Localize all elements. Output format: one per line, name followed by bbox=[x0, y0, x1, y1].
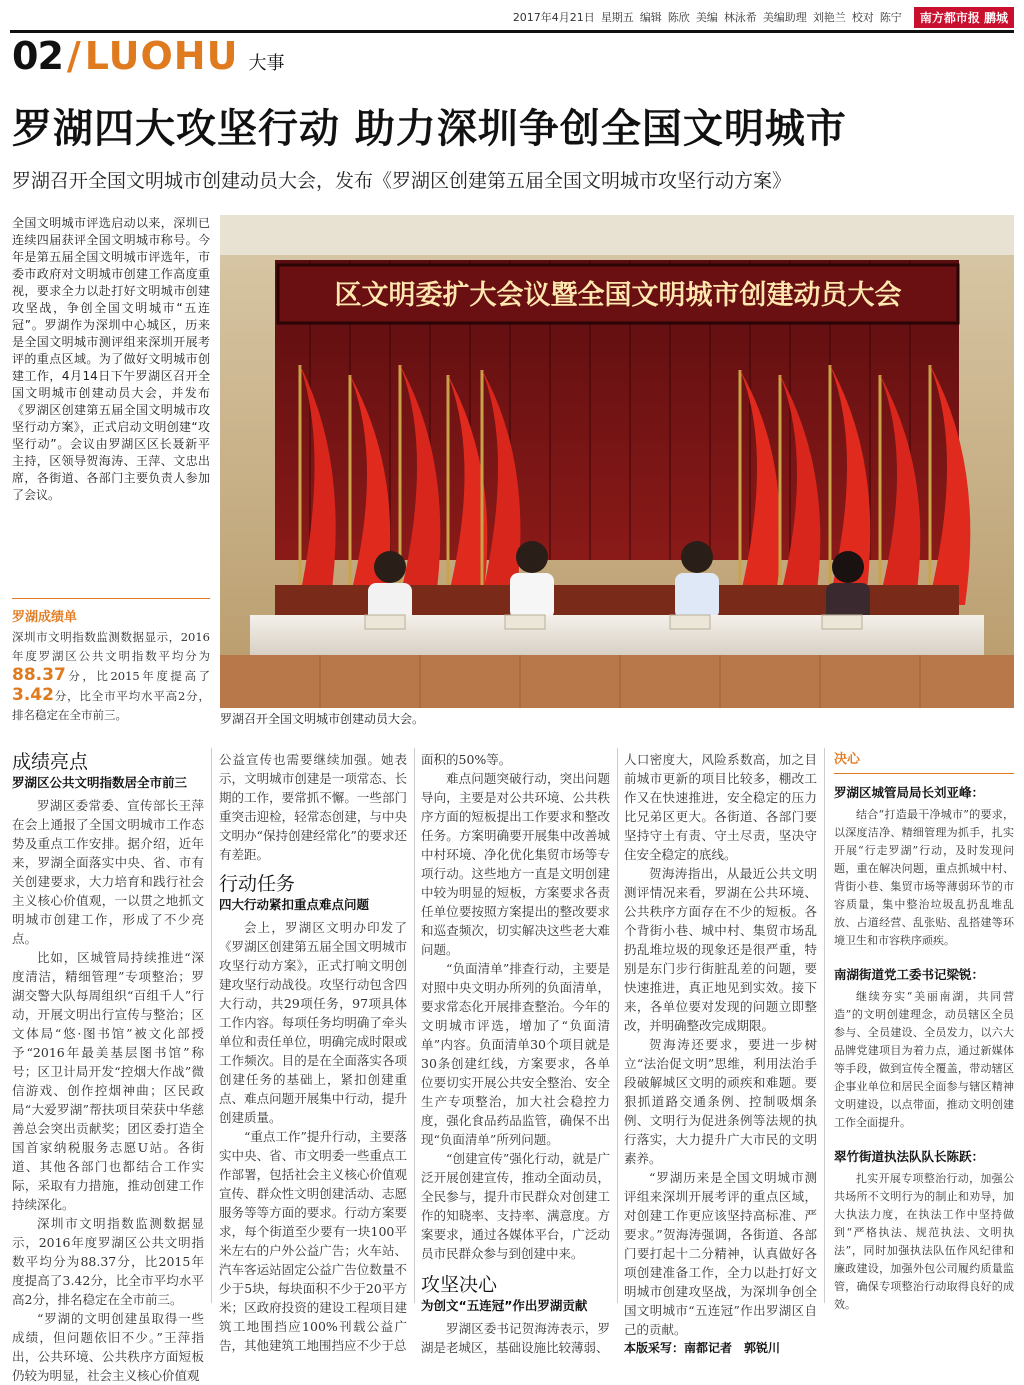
header-rule bbox=[10, 30, 1014, 33]
head-table bbox=[250, 615, 984, 655]
body-paragraph: “负面清单”排查行动，主要是对照中央文明办所列的负面清单，要求常态化开展排查整治。今年的文明城市评选，增加了“负面清单”内容。负面清单30个项目就是30条创建红线，方案要求，各单位要切实开展公共安全整治、安全生产专项整治，加大社会稳控力度，强化食品药品监管，确保不出现“负面清单”所列问题。 bbox=[421, 961, 610, 1147]
body-paragraph: 贺海涛指出，从最近公共文明测评情况来看，罗湖在公共环境、公共秩序方面存在不少的短板。各个背街小巷、城中村、集贸市场乱扔乱堆垃圾的现象还是很严重，特别是东门步行街脏乱差的问题，要快速推进，真正地见到实效。接下来，各单位要对发现的问题立即整改，并明确整改完成期限。 bbox=[624, 866, 817, 1033]
headline: 罗湖四大攻坚行动 助力深圳争创全国文明城市 bbox=[12, 106, 847, 152]
body-paragraph: 公益宣传也需要继续加强。她表示，文明城市创建是一项常态、长期的工作，要常抓不懈。一些部门重突击迎检，轻常态创建，与中央文明办“保持创建经常化”的要求还有差距。 bbox=[219, 752, 407, 862]
editor-name: 陈欣 bbox=[667, 11, 690, 24]
achievement-score: 88.37 bbox=[12, 665, 66, 685]
lead-divider bbox=[12, 598, 210, 599]
subheadline: 罗湖召开全国文明城市创建动员大会，发布《罗湖区创建第五届全国文明城市攻坚行动方案》 bbox=[12, 170, 792, 192]
section-subtitle-highlights: 罗湖区公共文明指数居全市前三 bbox=[12, 775, 188, 790]
achievement-text-1: 深圳市文明指数监测数据显示，2016年度罗湖区公共文明指数平均分为 bbox=[12, 630, 210, 663]
design-assistant-name: 刘艳兰 bbox=[812, 11, 846, 24]
proofreader-label: 校对 bbox=[851, 11, 874, 24]
body-paragraph: “重点工作”提升行动，主要落实中央、省、市文明委一些重点工作部署，包括社会主义核心价值观宣传、群众性文明创建活动、志愿服务等等方面的要求。行动方案要求，每个街道至少要有一块100平米左右的户外公益广告；火车站、汽车客运站固定公益广告位数量不少于5块，每块面积不少于20平方米；区政府投资的建设工程项目建筑工地围挡应100%刊载公益广告，其他建筑工地围挡应不少于总 bbox=[219, 1129, 407, 1353]
column-rule-1 bbox=[211, 748, 212, 1303]
quote-speaker: 罗湖区城管局局长刘亚峰： bbox=[834, 785, 985, 800]
meeting-photo-illustration bbox=[220, 215, 1014, 708]
body-paragraph: “创建宣传”强化行动，就是广泛开展创建宣传，推动全面动员，全民参与，提升市民群众对创建工作的知晓率、支持率、满意度。方案要求，通过各媒体平台，广泛动员市民群众参与到创建中来。 bbox=[421, 1151, 610, 1261]
column-rule-2 bbox=[414, 748, 415, 1303]
section-subtitle-actions: 四大行动紧扣重点难点问题 bbox=[219, 897, 370, 912]
body-paragraph: 会上，罗湖区文明办印发了《罗湖区创建第五届全国文明城市攻坚行动方案》，正式打响文明创建攻坚行动战役。攻坚行动包含四大行动，共29项任务，97项具体工作内容。每项任务均明确了牵头单位和责任单位，明确完成时限或工作频次。目的是在全面落实各项创建任务的基础上，紧扣创建重点、难点问题开展集中行动，提升创建质量。 bbox=[219, 920, 407, 1125]
photo-caption: 罗湖召开全国文明城市创建动员大会。 bbox=[220, 712, 425, 726]
lead-paragraph: 全国文明城市评选启动以来，深圳已连续四届获评全国文明城市称号。今年是第五届全国文明城市评选年，市委市政府对文明城市创建工作高度重视，要求全力以赴打好文明城市创建攻坚战，争创全国文明城市“五连冠”。罗湖作为深圳中心城区，历来是全国文明城市测评组来深圳开展考评的重点区域。为了做好文明城市创建工作，4月14日下午罗湖区召开全国文明城市创建动员大会，并发布《罗湖区创建第五届全国文明城市攻坚行动方案》，正式启动文明创建“攻坚行动”。会议由罗湖区区长聂新平主持，区领导贺海涛、王萍、文忠出席，各街道、各部门主要负责人参加了会议。 bbox=[12, 216, 210, 502]
achievement-text-2: 分，比2015年度提高了 bbox=[65, 669, 210, 683]
design-assistant-label: 美编助理 bbox=[762, 11, 807, 24]
meeting-photo bbox=[220, 215, 1014, 708]
achievement-box bbox=[12, 628, 210, 725]
editor-label: 编辑 bbox=[639, 11, 662, 24]
issue-weekday: 星期五 bbox=[600, 11, 634, 24]
quote-text: 结合“打造最干净城市”的要求，以深度洁净、精细管理为抓手，扎实开展“行走罗湖”行动，及时发现问题，重在解决问题，重点抓城中村、背街小巷、集贸市场等薄弱环节的市容质量，集中整治垃圾乱扔乱堆乱放、占道经营、乱张贴、乱搭建等环境卫生和市容秩序顽疾。 bbox=[834, 808, 1014, 947]
column-3 bbox=[421, 750, 610, 1357]
quote-text: 继续夯实“美丽南湖，共同营造”的文明创建理念，动员辖区全员参与、全员建设、全员发力，以六大品牌党建项目为着力点，通过新媒体等手段，做到宣传全覆盖，带动辖区企事业单位和居民全面参与辖区精神文明建设，以点带面，推动文明创建工作全面提升。 bbox=[834, 990, 1014, 1129]
body-paragraph: 难点问题突破行动，突出问题导向，主要是对公共环境、公共秩序方面的短板提出工作要求和整改任务。方案明确要开展集中改善城中村环境、净化优化集贸市场等专项行动。这些地方一直是文明创建中较为明显的短板，方案要求各责任单位要按照方案提出的整改要求和巡查频次，切实解决这些老大难问题。 bbox=[421, 771, 610, 957]
stage-front bbox=[220, 655, 1014, 708]
sidebar-quotes bbox=[834, 748, 1014, 1330]
newspaper-logo: 南方都市报 鹏城 bbox=[914, 7, 1014, 28]
column-4 bbox=[624, 750, 817, 1358]
section-title-highlights: 成绩亮点 bbox=[12, 751, 89, 773]
masthead bbox=[12, 34, 284, 78]
body-paragraph: 贺海涛还要求，要进一步树立“法治促文明”思维，利用法治手段破解城区文明的顽疾和难题。要狠抓道路交通条例、控制吸烟条例、文明行为促进条例等法规的执行落实，大力提升广大市民的文明素养。 bbox=[624, 1037, 817, 1166]
achievement-title: 罗湖成绩单 bbox=[12, 610, 78, 625]
achievement-increase: 3.42 bbox=[12, 685, 54, 705]
body-paragraph: 面积的50%等。 bbox=[421, 752, 512, 767]
masthead-slash: / bbox=[66, 34, 81, 78]
issue-meta bbox=[490, 6, 1014, 28]
quote-text: 扎实开展专项整治行动，加强公共场所不文明行为的制止和劝导，加大执法力度，在执法工作中坚持做到“严格执法、规范执法、文明执法”，同时加强执法队伍作风纪律和廉政建设，加强外包公司履约质量监管，确保专项整治行动取得良好的成效。 bbox=[834, 1172, 1014, 1311]
section-label: 大事 bbox=[248, 53, 285, 74]
body-paragraph: 罗湖区委书记贺海涛表示，罗湖是老城区，基础设施比较薄弱、 bbox=[421, 1321, 610, 1355]
byline: 本版采写：南都记者 郭锐川 bbox=[624, 1341, 781, 1355]
section-subtitle-determination: 为创文“五连冠”作出罗湖贡献 bbox=[421, 1298, 588, 1313]
body-paragraph: 罗湖区委常委、宣传部长王萍在会上通报了全国文明城市工作态势及重点工作安排。据介绍，近年来，罗湖全面落实中央、省、市有关创建要求，大力培育和践行社会主义核心价值观，一以贯之地抓文明城市创建工作，形成了不少亮点。 bbox=[12, 798, 204, 946]
proofreader-name: 陈宁 bbox=[879, 11, 902, 24]
sidebar-title: 决心 bbox=[834, 748, 1014, 774]
section-title-determination: 攻坚决心 bbox=[421, 1274, 498, 1296]
body-paragraph: 人口密度大，风险系数高，加之目前城市更新的项目比较多，棚改工作又在快速推进，安全稳定的压力比兄弟区更大。各街道、各部门要坚持守土有责、守土尽责，坚决守住安全稳定的底线。 bbox=[624, 752, 817, 862]
body-paragraph: 比如，区城管局持续推进“深度清洁，精细管理”专项整治；罗湖交警大队每周组织“百组千人”行动，开展文明出行宣传与整治；区文体局“悠·图书馆”被文化部授予“2016年最美基层图书馆”称号；区卫计局开发“控烟大作战”微信游戏、创作控烟神曲；区民政局“大爱罗湖”帮扶项目荣获中华慈善总会突出贡献奖；团区委打造全国首家纳税服务志愿U站。各街道、其他各部门也都结合工作实际，采取有力措施，推动创建工作持续深化。 bbox=[12, 950, 204, 1212]
designer-name: 林泳希 bbox=[723, 11, 757, 24]
page-number: 02 bbox=[12, 34, 63, 78]
designer-label: 美编 bbox=[695, 11, 718, 24]
quote-speaker: 翠竹街道执法队队长陈跃： bbox=[834, 1149, 985, 1164]
ceiling bbox=[220, 215, 1014, 255]
column-1 bbox=[12, 750, 204, 1385]
section-name: LUOHU bbox=[84, 34, 239, 78]
section-title-actions: 行动任务 bbox=[219, 873, 296, 895]
achievement-text-3: 分，比全市平均水平高2分，排名稳定在全市前三。 bbox=[12, 689, 210, 722]
column-2 bbox=[219, 750, 407, 1355]
body-paragraph: 深圳市文明指数监测数据显示，2016年度罗湖区公共文明指数平均分为88.37分，比2015年度提高了3.42分，比全市平均水平高2分，排名稳定在全市前三。 bbox=[12, 1216, 204, 1307]
column-rule-4 bbox=[824, 748, 825, 1303]
quote-speaker: 南湖街道党工委书记梁锐： bbox=[834, 967, 985, 982]
body-paragraph: “罗湖的文明创建虽取得一些成绩，但问题依旧不少。”王萍指出，公共环境、公共秩序方面短板仍较为明显，社会主义核心价值观 bbox=[12, 1311, 204, 1383]
column-rule-3 bbox=[617, 748, 618, 1303]
banner-text: 区文明委扩大会议暨全国文明城市创建动员大会 bbox=[334, 280, 902, 311]
issue-date: 2017年4月21日 bbox=[512, 11, 595, 24]
body-paragraph: “罗湖历来是全国文明城市测评组来深圳开展考评的重点区域，对创建工作更应该坚持高标准、严要求。”贺海涛强调，各街道、各部门要打起十二分精神，认真做好各项创建准备工作，全力以赴打好文明城市创建攻坚战，为深圳争创全国文明城市“五连冠”作出罗湖区自己的贡献。 bbox=[624, 1170, 817, 1337]
